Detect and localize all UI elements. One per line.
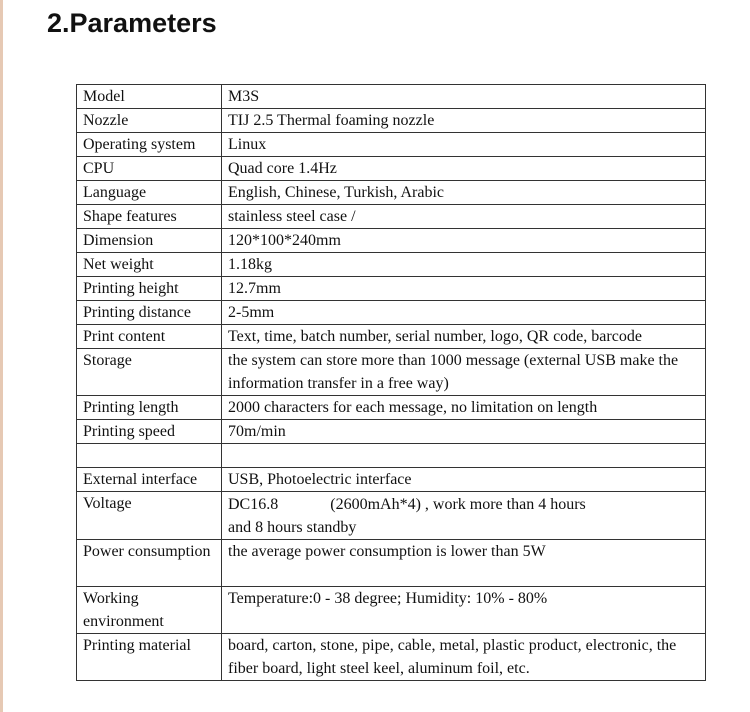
param-value: stainless steel case / [222, 205, 706, 229]
table-row [77, 634, 706, 681]
param-value: 12.7mm [222, 277, 706, 301]
param-value: Quad core 1.4Hz [222, 157, 706, 181]
param-label: Model [77, 85, 222, 109]
param-label: Printing height [77, 277, 222, 301]
param-label: Power consumption [77, 540, 222, 587]
param-label: Print content [77, 325, 222, 349]
param-value: M3S [222, 85, 706, 109]
table-row [77, 157, 706, 181]
param-value: the system can store more than 1000 message (external USB make the information transfer in a free way) [222, 349, 706, 396]
table-row [77, 587, 706, 634]
param-label: Nozzle [77, 109, 222, 133]
table-row [77, 253, 706, 277]
param-label: Storage [77, 349, 222, 396]
param-label [77, 444, 222, 468]
table-row [77, 301, 706, 325]
parameters-table [76, 84, 706, 681]
table-row [77, 325, 706, 349]
param-value: 120*100*240mm [222, 229, 706, 253]
param-label: Printing distance [77, 301, 222, 325]
param-label: External interface [77, 468, 222, 492]
param-label: Net weight [77, 253, 222, 277]
table-row [77, 205, 706, 229]
param-value: 1.18kg [222, 253, 706, 277]
param-value: Linux [222, 133, 706, 157]
table-row [77, 468, 706, 492]
table-row [77, 540, 706, 587]
table-row [77, 492, 706, 540]
param-label: CPU [77, 157, 222, 181]
param-label: Printing speed [77, 420, 222, 444]
section-heading: 2.Parameters [47, 8, 217, 38]
table-row [77, 420, 706, 444]
table-row [77, 133, 706, 157]
param-value: TIJ 2.5 Thermal foaming nozzle [222, 109, 706, 133]
page-edge-line [0, 0, 3, 712]
voltage-value: DC16.8 [228, 496, 279, 513]
battery-value: (2600mAh*4) , work more than 4 hours [330, 496, 586, 513]
standby-value: and 8 hours standby [228, 519, 357, 536]
param-label: Operating system [77, 133, 222, 157]
param-value: 2-5mm [222, 301, 706, 325]
table-row [77, 229, 706, 253]
table-row [77, 349, 706, 396]
param-label: Dimension [77, 229, 222, 253]
param-label: Language [77, 181, 222, 205]
param-label: Voltage [77, 492, 222, 540]
table-row [77, 109, 706, 133]
param-value: the average power consumption is lower than 5W [222, 540, 706, 587]
param-label: Printing length [77, 396, 222, 420]
param-value: board, carton, stone, pipe, cable, metal, plastic product, electronic, the fiber board, light steel keel, aluminum foil, etc. [222, 634, 706, 681]
table-row [77, 181, 706, 205]
table-row [77, 85, 706, 109]
param-value: 70m/min [222, 420, 706, 444]
table-row [77, 396, 706, 420]
param-value: USB, Photoelectric interface [222, 468, 706, 492]
param-label: Printing material [77, 634, 222, 681]
param-label: Shape features [77, 205, 222, 229]
param-value [222, 492, 706, 540]
param-value [222, 444, 706, 468]
param-value: English, Chinese, Turkish, Arabic [222, 181, 706, 205]
param-label: Working environment [77, 587, 222, 634]
param-value: Temperature:0 - 38 degree; Humidity: 10% - 80% [222, 587, 706, 634]
table-row [77, 277, 706, 301]
param-value: 2000 characters for each message, no limitation on length [222, 396, 706, 420]
param-value: Text, time, batch number, serial number, logo, QR code, barcode [222, 325, 706, 349]
table-row-empty [77, 444, 706, 468]
